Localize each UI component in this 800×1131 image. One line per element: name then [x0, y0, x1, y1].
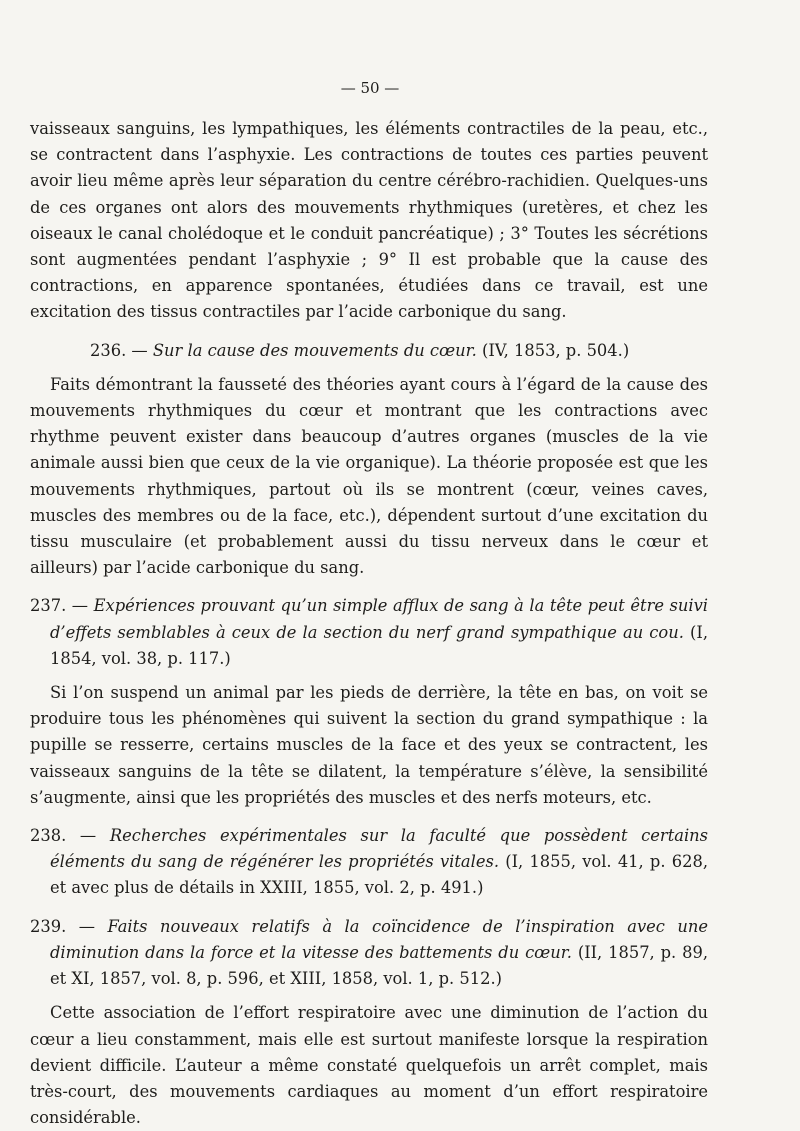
entry-236-heading	[30, 338, 708, 364]
entry-238-title: Recherches expérimentales sur la faculté que possèdent certains éléments du sang de régénérer les propriétés vitales.	[50, 826, 709, 872]
entry-239-number: 239. —	[30, 916, 108, 936]
entry-237-reference: (I, 1854, vol. 38, p. 117.)	[50, 622, 709, 668]
entry-236-reference: (IV, 1853, p. 504.)	[476, 340, 630, 360]
entry-236-title: Sur la cause des mouvements du cœur.	[152, 340, 477, 360]
entry-237-body: Si l’on suspend un animal par les pieds de derrière, la tête en bas, on voit se produire tous les phénomènes qui suivent la section du grand sympathique : la pupille se resserre, certains muscles de la face et des yeux se contractent, les vaisseaux sanguins de la tête se dilatent, la température s’élève, la sensibilité s’augmente, ainsi que les propriétés des muscles et des nerfs moteurs, etc.	[30, 683, 708, 807]
intro-paragraph: vaisseaux sanguins, les lympathiques, les éléments contractiles de la peau, etc., se contractent dans l’asphyxie. Les contractions de toutes ces parties peuvent avoir lieu même après leur séparation du centre cérébro-rachidien. Quelques-uns de ces organes ont alors des mouvements rhythmiques (uretères, et chez les oiseaux le canal cholédoque et le conduit pancréatique) ; 3° Toutes les sécrétions sont augmentées pendant l’asphyxie ; 9° Il est probable que la cause des contractions, en apparence spontanées, étudiées dans ce travail, est une excitation des tissus contractiles par l’acide carbonique du sang.	[30, 119, 708, 322]
entry-236-body: Faits démontrant la fausseté des théories ayant cours à l’égard de la cause des mouvements rhythmiques du cœur et montrant que les contractions avec rhythme peuvent exister dans beaucoup d’autres organes (muscles de la vie animale aussi bien que ceux de la vie organique). La théorie proposée est que les mouvements rhythmiques, partout où ils se montrent (cœur, veines caves, muscles des membres ou de la face, etc.), dépendent surtout d’une excitation du tissu musculaire (et probablement aussi du tissu nerveux dans le cœur et ailleurs) par l’acide carbonique du sang.	[30, 374, 708, 578]
entry-238-heading	[30, 823, 708, 902]
page-number: — 50 —	[340, 79, 400, 97]
entry-238-number: 238. —	[30, 826, 110, 846]
entry-236-number: 236. —	[90, 340, 153, 360]
entry-238-reference: (I, 1855, vol. 41, p. 628, et avec plus de détails in XXIII, 1855, vol. 2, p. 491.)	[50, 852, 708, 898]
entry-236	[30, 338, 708, 582]
entry-237	[30, 593, 708, 811]
page-body	[30, 116, 708, 1131]
entry-237-number: 237. —	[30, 596, 94, 616]
entry-237-title: Expériences prouvant qu’un simple afflux de sang à la tête peut être suivi d’effets semblables à ceux de la section du nerf grand sympathique au cou.	[50, 596, 708, 642]
entry-237-heading	[30, 593, 708, 672]
entry-239-body: Cette association de l’effort respiratoire avec une diminution de l’action du cœur a lieu constamment, mais elle est surtout manifeste lorsque la respiration devient difficile. L’auteur a même constaté quelquefois un arrêt complet, mais très-court, des mouvements cardiaques au moment d’un effort respiratoire considérable.	[30, 1003, 708, 1128]
entry-239	[30, 914, 708, 1131]
entry-239-heading	[30, 914, 708, 993]
entry-238	[30, 823, 708, 902]
entry-239-title: Faits nouveaux relatifs à la coïncidence de l’inspiration avec une diminution dans la force et la vitesse des battements du cœur.	[50, 916, 709, 962]
entry-239-reference: (II, 1857, p. 89, et XI, 1857, vol. 8, p. 596, et XIII, 1858, vol. 1, p. 512.)	[50, 942, 708, 989]
